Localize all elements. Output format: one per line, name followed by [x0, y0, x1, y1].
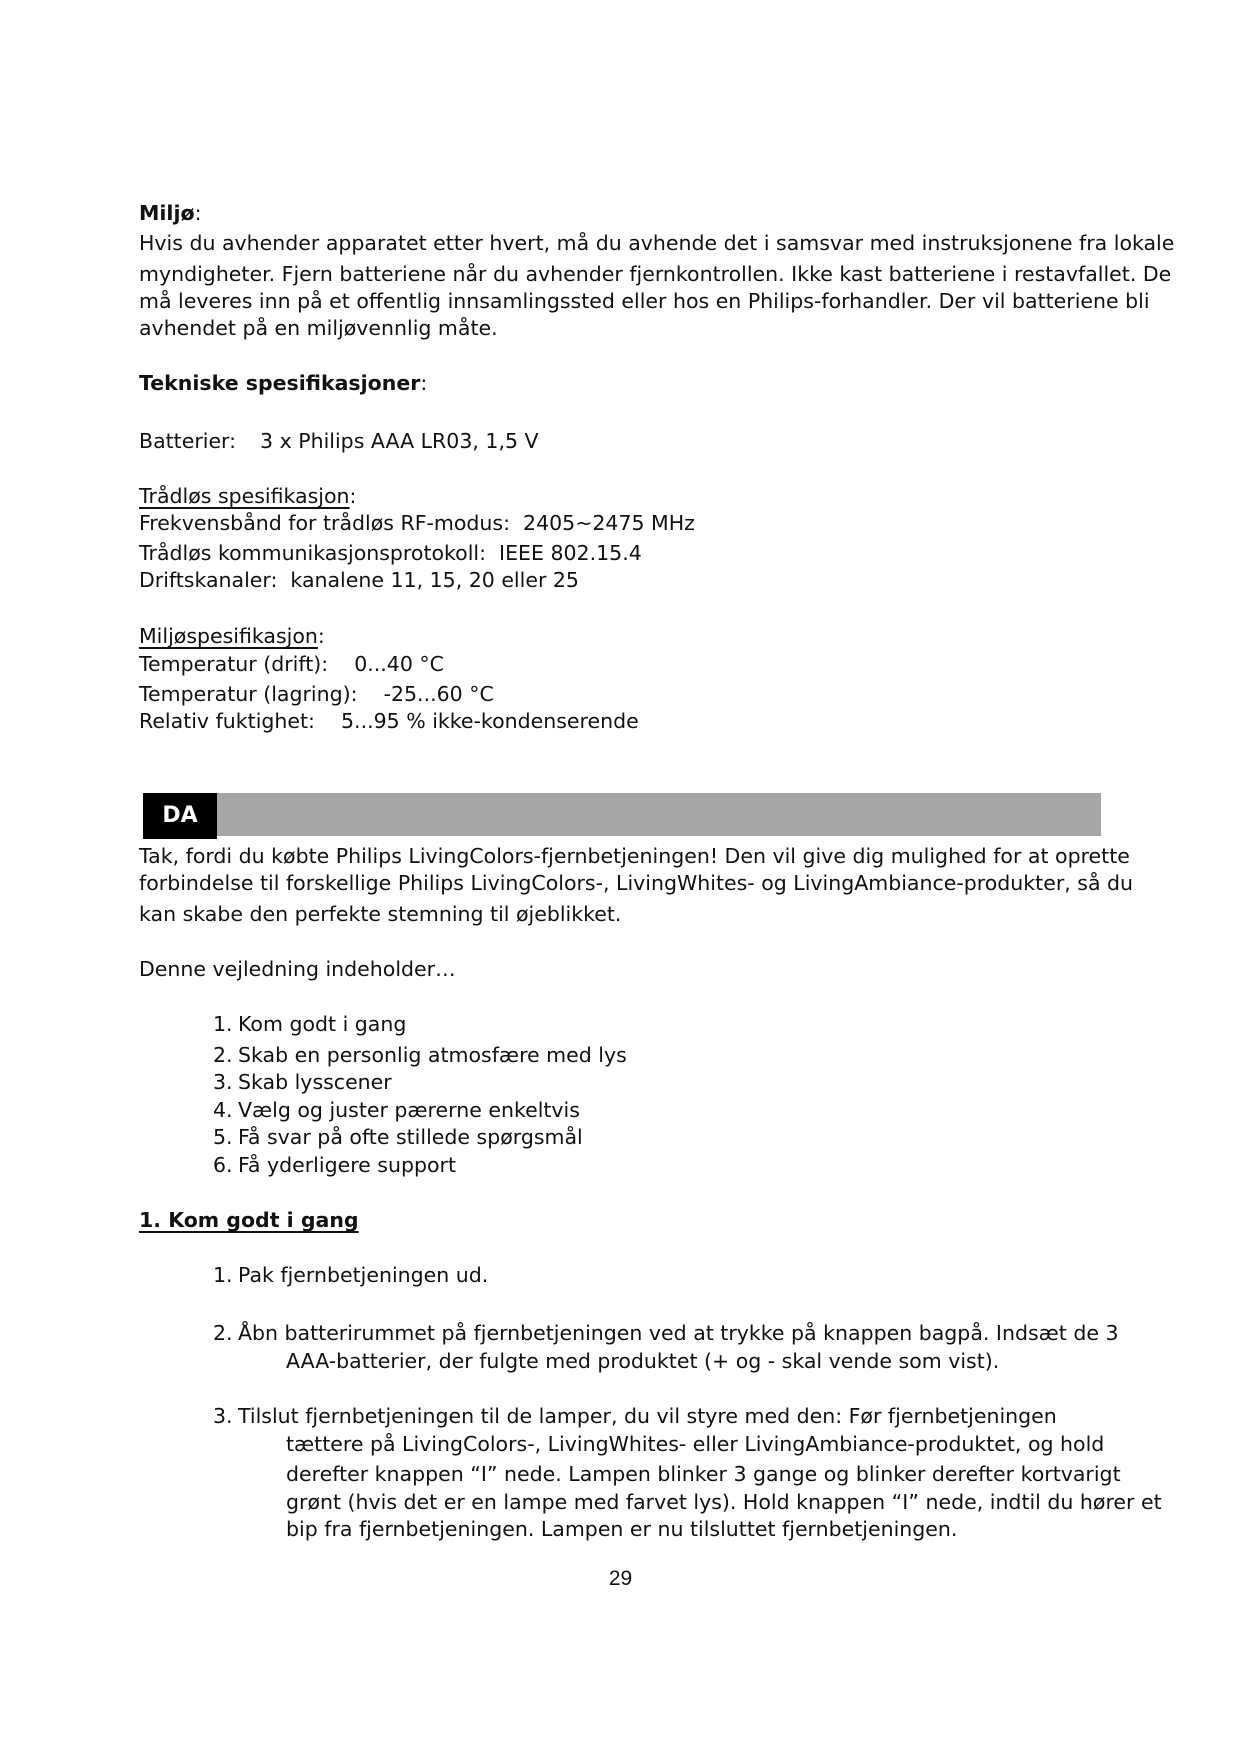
miljo-line-3: må leveres inn på et offentlig innsamlingssted eller hos en Philips-forhandler. Der vil batteriene bli	[139, 289, 1150, 313]
document-page: Miljø: Hvis du avhender apparatet etter hvert, må du avhende det i samsvar med instruksjonene fra lokale myndigheter. Fjern batteriene når du avhender fjernkontrollen. Ikke kast batteriene i restavfallet. De må leveres inn på et offentlig innsamlingssted eller hos en Philips-forhandler. Der vil batteriene bli avhendet på en miljøvennlig måte. Tekniske spesifikasjoner: Batterier: 3 x Philips AAA LR03, 1,5 V Trådløs spesifikasjon: Frekvensbånd for trådløs RF-modus: 2405~2475 MHz Trådløs kommunikasjonsprotokoll: IEEE 802.15.4 Driftskanaler: kanalene 11, 15, 20 eller 25 Miljøspesifikasjon: Temperatur (drift): 0...40 °C Temperatur (lagring): -25...60 °C Relativ fuktighet: 5...95 % ikke-kondenserende DA Tak, fordi du købte Philips LivingColors-fjernbetjeningen! Den vil give dig mulighed for at oprette forbindelse til forskellige Philips LivingColors-, LivingWhites- og LivingAmbiance-produkter, så du kan skabe den perfekte stemning til øjeblikket. Denne vejledning indeholder… 1. Kom godt i gang 2. Skab en personlig atmosfære med lys 3. Skab lysscener 4. Vælg og juster pærerne enkeltvis 5. Få svar på ofte stillede spørgsmål 6. Få yderligere support 1. Kom godt i gang 1. Pak fjernbetjeningen ud. 2. Åbn batterirummet på fjernbetjeningen ved at trykke på knappen bagpå. Indsæt de 3 AAA-batterier, der fulgte med produktet (+ og - skal vende som vist). 3. Tilslut fjernbetjeningen til de lamper, du vil styre med den: Før fjernbetjeningen tættere på LivingColors-, LivingWhites- eller LivingAmbiance-produktet, og hold derefter knappen “I” nede. Lampen blinker 3 gange og blinker derefter kortvarigt grønt (hvis det er en lampe med farvet lys). Hold knappen “I” nede, indtil du hører et bip fra fjernbetjeningen. Lampen er nu tilsluttet fjernbetjeningen. 29	[0, 0, 1241, 1754]
env-heading: Miljøspesifikasjon:	[139, 624, 325, 648]
section-1-heading: 1. Kom godt i gang	[139, 1208, 359, 1232]
language-tag: DA	[143, 793, 217, 839]
batteries-label: Batterier:	[139, 429, 237, 453]
step-continuation: AAA-batterier, der fulgte med produktet (+ og - skal vende som vist).	[286, 1349, 1000, 1373]
miljo-line-4: avhendet på en miljøvennlig måte.	[139, 316, 498, 340]
wireless-line-1: Frekvensbånd for trådløs RF-modus: 2405~2475 MHz	[139, 511, 695, 535]
batteries-value: 3 x Philips AAA LR03, 1,5 V	[260, 429, 539, 453]
env-line-1: Temperatur (drift): 0...40 °C	[139, 652, 444, 676]
wireless-line-2: Trådløs kommunikasjonsprotokoll: IEEE 802.15.4	[139, 541, 642, 565]
language-section-bar	[143, 793, 1101, 836]
page-number: 29	[608, 1567, 633, 1590]
specs-heading: Tekniske spesifikasjoner:	[139, 371, 428, 395]
batteries-row	[139, 427, 539, 455]
da-intro-line-3: kan skabe den perfekte stemning til øjeblikket.	[139, 902, 622, 926]
step-continuation: grønt (hvis det er en lampe med farvet lys). Hold knappen “I” nede, indtil du hører et	[286, 1490, 1162, 1514]
step-continuation: tættere på LivingColors-, LivingWhites- eller LivingAmbiance-produktet, og hold	[286, 1432, 1105, 1456]
step-continuation: bip fra fjernbetjeningen. Lampen er nu tilsluttet fjernbetjeningen.	[286, 1517, 958, 1541]
step-continuation: derefter knappen “I” nede. Lampen blinker 3 gange og blinker derefter kortvarigt	[286, 1462, 1121, 1486]
wireless-heading: Trådløs spesifikasjon:	[139, 484, 357, 508]
miljo-line-1: Hvis du avhender apparatet etter hvert, må du avhende det i samsvar med instruksjonene fra lokale	[139, 231, 1175, 255]
da-intro-line-1: Tak, fordi du købte Philips LivingColors-fjernbetjeningen! Den vil give dig mulighed for at oprette	[139, 844, 1130, 868]
wireless-line-3: Driftskanaler: kanalene 11, 15, 20 eller 25	[139, 568, 579, 592]
env-line-2: Temperatur (lagring): -25...60 °C	[139, 682, 494, 706]
da-intro-line-2: forbindelse til forskellige Philips LivingColors-, LivingWhites- og LivingAmbiance-produkter, så du	[139, 871, 1134, 895]
contents-label: Denne vejledning indeholder…	[139, 957, 456, 981]
miljo-heading: Miljø:	[139, 201, 202, 225]
miljo-line-2: myndigheter. Fjern batteriene når du avhender fjernkontrollen. Ikke kast batteriene i restavfallet. De	[139, 262, 1172, 286]
env-line-3: Relativ fuktighet: 5...95 % ikke-kondenserende	[139, 709, 639, 733]
